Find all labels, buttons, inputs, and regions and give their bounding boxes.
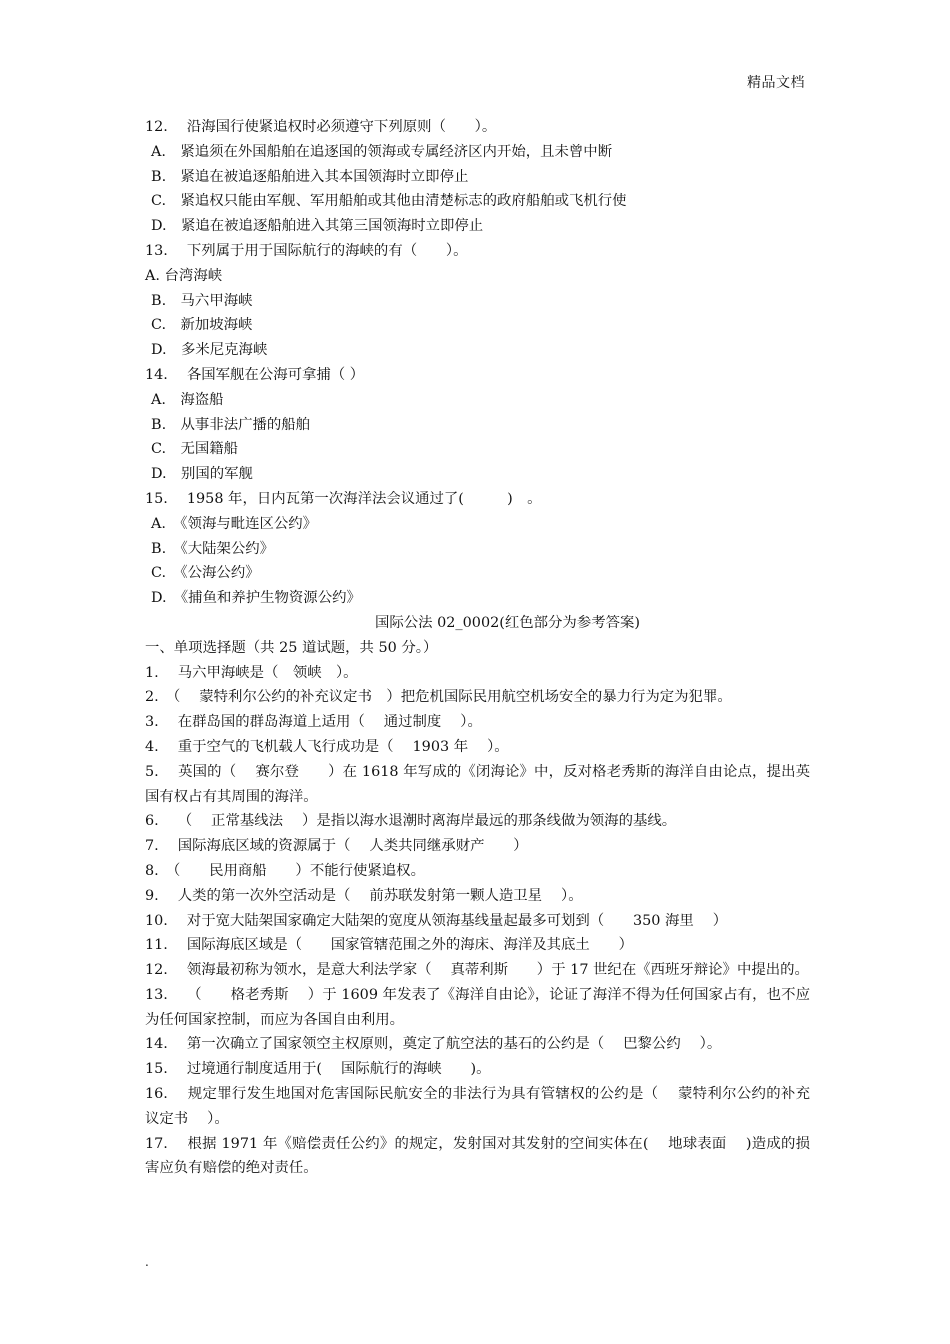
question-line: 7. 国际海底区域的资源属于（ 人类共同继承财产 ） xyxy=(145,838,528,855)
question-line: 6. （ 正常基线法 ）是指以海水退潮时离海岸最远的那条线做为领海的基线。 xyxy=(145,813,677,830)
question-line: 15. 过境通行制度适用于( 国际航行的海峡 )。 xyxy=(145,1061,491,1078)
question-line: 1. 马六甲海峡是（ 领峡 ）。 xyxy=(145,664,358,681)
option-line: B. 马六甲海峡 xyxy=(151,292,253,309)
document-body xyxy=(145,115,810,1181)
option-line: B. 紧追在被追逐船舶进入其本国领海时立即停止 xyxy=(151,168,469,185)
option-line: A. 台湾海峡 xyxy=(145,267,223,284)
question-paragraph: 5. 英国的（ 赛尔登 ）在 1618 年写成的《闭海论》中，反对格老秀斯的海洋自由论点，提出英国有权占有其周围的海洋。 xyxy=(145,763,810,805)
option-line: D. 多米尼克海峡 xyxy=(151,342,268,359)
option-line: A. 海盗船 xyxy=(151,391,224,408)
question-line: 15. 1958 年，日内瓦第一次海洋法会议通过了( ) 。 xyxy=(145,490,542,507)
question-line: 9. 人类的第一次外空活动是（ 前苏联发射第一颗人造卫星 ）。 xyxy=(145,887,583,904)
question-line: 14. 各国军舰在公海可拿捕（ ） xyxy=(145,366,365,383)
option-line: B. 从事非法广播的船舶 xyxy=(151,416,311,433)
question-line: 3. 在群岛国的群岛海道上适用（ 通过制度 ）。 xyxy=(145,714,482,731)
option-line: C. 新加坡海峡 xyxy=(151,317,253,334)
question-line: 一、单项选择题（共 25 道试题，共 50 分。） xyxy=(145,639,438,656)
question-line: 10. 对于宽大陆架国家确定大陆架的宽度从领海基线量起最多可划到（ 350 海里 ） xyxy=(145,912,728,929)
footer-mark: . xyxy=(145,1255,149,1269)
option-line: B. 《大陆架公约》 xyxy=(151,540,275,557)
option-line: C. 《公海公约》 xyxy=(151,565,260,582)
question-paragraph: 12. 领海最初称为领水，是意大利法学家（ 真蒂利斯 ）于 17 世纪在《西班牙辩论》中提出的。 xyxy=(145,962,809,979)
option-line: D. 别国的军舰 xyxy=(151,466,253,483)
option-line: A. 《领海与毗连区公约》 xyxy=(151,515,318,532)
question-line: 14. 第一次确立了国家领空主权原则，奠定了航空法的基石的公约是（ 巴黎公约 ）。 xyxy=(145,1036,722,1053)
option-line: D. 《捕鱼和养护生物资源公约》 xyxy=(151,590,361,607)
question-line: 4. 重于空气的飞机载人飞行成功是（ 1903 年 ）。 xyxy=(145,738,509,755)
question-line: 8. （ 民用商船 ）不能行使紧追权。 xyxy=(145,862,425,879)
question-paragraph: 16. 规定罪行发生地国对危害国际民航安全的非法行为具有管辖权的公约是（ 蒙特利尔公约的补充议定书 ）。 xyxy=(145,1086,810,1127)
header-mark: 精品文档 xyxy=(747,75,805,91)
section-title: 国际公法 02_0002(红色部分为参考答案) xyxy=(374,614,640,631)
question-line: 12. 沿海国行使紧追权时必须遵守下列原则（ ）。 xyxy=(145,119,497,135)
question-line: 13. 下列属于用于国际航行的海峡的有（ ）。 xyxy=(145,242,468,259)
question-line: 11. 国际海底区域是（ 国家管辖范围之外的海床、海洋及其底土 ） xyxy=(145,937,633,954)
option-line: A. 紧追须在外国船舶在追逐国的领海或专属经济区内开始，且未曾中断 xyxy=(151,143,613,160)
option-line: C. 紧追权只能由军舰、军用船舶或其他由清楚标志的政府船舶或飞机行使 xyxy=(151,193,627,210)
question-paragraph: 17. 根据 1971 年《赔偿责任公约》的规定，发射国对其发射的空间实体在( 地球表面 )造成的损害应负有赔偿的绝对责任。 xyxy=(145,1135,810,1177)
question-line: 2. （ 蒙特利尔公约的补充议定书 ）把危机国际民用航空机场安全的暴力行为定为犯罪。 xyxy=(145,689,732,706)
question-paragraph: 13. （ 格老秀斯 ）于 1609 年发表了《海洋自由论》，论证了海洋不得为任何国家占有，也不应为任何国家控制，而应为各国自由利用。 xyxy=(145,986,810,1028)
option-line: D. 紧追在被追逐船舶进入其第三国领海时立即停止 xyxy=(151,218,484,235)
option-line: C. 无国籍船 xyxy=(151,441,239,458)
